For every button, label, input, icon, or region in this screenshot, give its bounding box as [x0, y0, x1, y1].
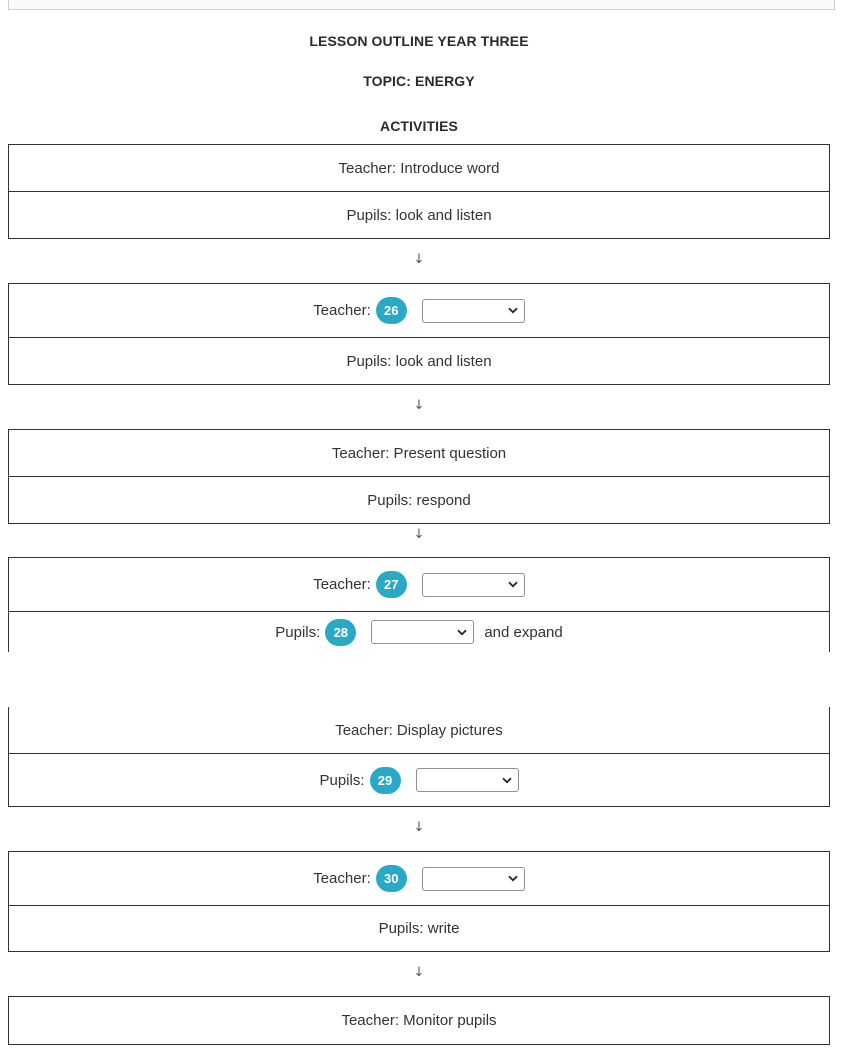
activity-step-7	[8, 996, 830, 1045]
activities-heading: ACTIVITIES	[379, 118, 458, 134]
teacher-label: Teacher:	[313, 576, 371, 593]
activity-step-2	[8, 283, 830, 385]
activity-step-5	[8, 707, 830, 807]
down-arrow-icon: ↓	[413, 965, 425, 980]
down-arrow-icon: ↓	[413, 398, 425, 413]
pupils-label: Pupils:	[319, 771, 365, 789]
answer-dropdown[interactable]	[422, 867, 525, 891]
question-number-badge: 27	[376, 571, 407, 598]
question-number-badge: 28	[325, 619, 356, 646]
question-number-badge: 30	[376, 865, 407, 892]
teacher-row	[9, 284, 829, 337]
chevron-down-icon	[508, 307, 518, 314]
chevron-down-icon	[457, 629, 467, 636]
answer-dropdown[interactable]	[422, 573, 525, 597]
teacher-label: Teacher:	[313, 302, 371, 319]
teacher-row: Teacher: Display pictures	[335, 721, 503, 739]
pupils-row	[9, 611, 829, 652]
activity-step-1	[8, 144, 830, 239]
previous-section-edge	[8, 0, 835, 10]
pupils-row: Pupils: look and listen	[9, 191, 829, 238]
pupils-row: Pupils: look and listen	[9, 337, 829, 384]
activity-step-3	[8, 429, 830, 524]
down-arrow-icon: ↓	[413, 252, 425, 267]
answer-dropdown[interactable]	[422, 299, 525, 323]
teacher-label: Teacher:	[313, 870, 371, 887]
teacher-row: Teacher: Present question	[331, 444, 507, 462]
question-number-badge: 26	[376, 297, 407, 324]
pupils-row	[9, 753, 829, 806]
chevron-down-icon	[508, 581, 518, 588]
chevron-down-icon	[508, 875, 518, 882]
pupils-label: Pupils:	[275, 623, 321, 641]
answer-dropdown[interactable]	[371, 620, 474, 644]
chevron-down-icon	[502, 777, 512, 784]
pupils-row: Pupils: respond	[9, 476, 829, 523]
page-title: LESSON OUTLINE YEAR THREE	[309, 33, 529, 49]
down-arrow-icon: ↓	[413, 820, 425, 835]
teacher-row: Teacher: Monitor pupils	[341, 1012, 497, 1029]
down-arrow-icon: ↓	[413, 527, 425, 542]
activity-step-6	[8, 851, 830, 952]
topic-heading: TOPIC: ENERGY	[363, 73, 475, 89]
teacher-row: Teacher: Introduce word	[338, 159, 500, 177]
pupils-row: Pupils: write	[9, 905, 829, 951]
question-number-badge: 29	[370, 767, 401, 794]
teacher-row	[9, 852, 829, 905]
teacher-row	[9, 558, 829, 611]
answer-dropdown[interactable]	[416, 768, 519, 792]
pupils-suffix: and expand	[484, 623, 563, 641]
activity-step-4	[8, 557, 830, 652]
